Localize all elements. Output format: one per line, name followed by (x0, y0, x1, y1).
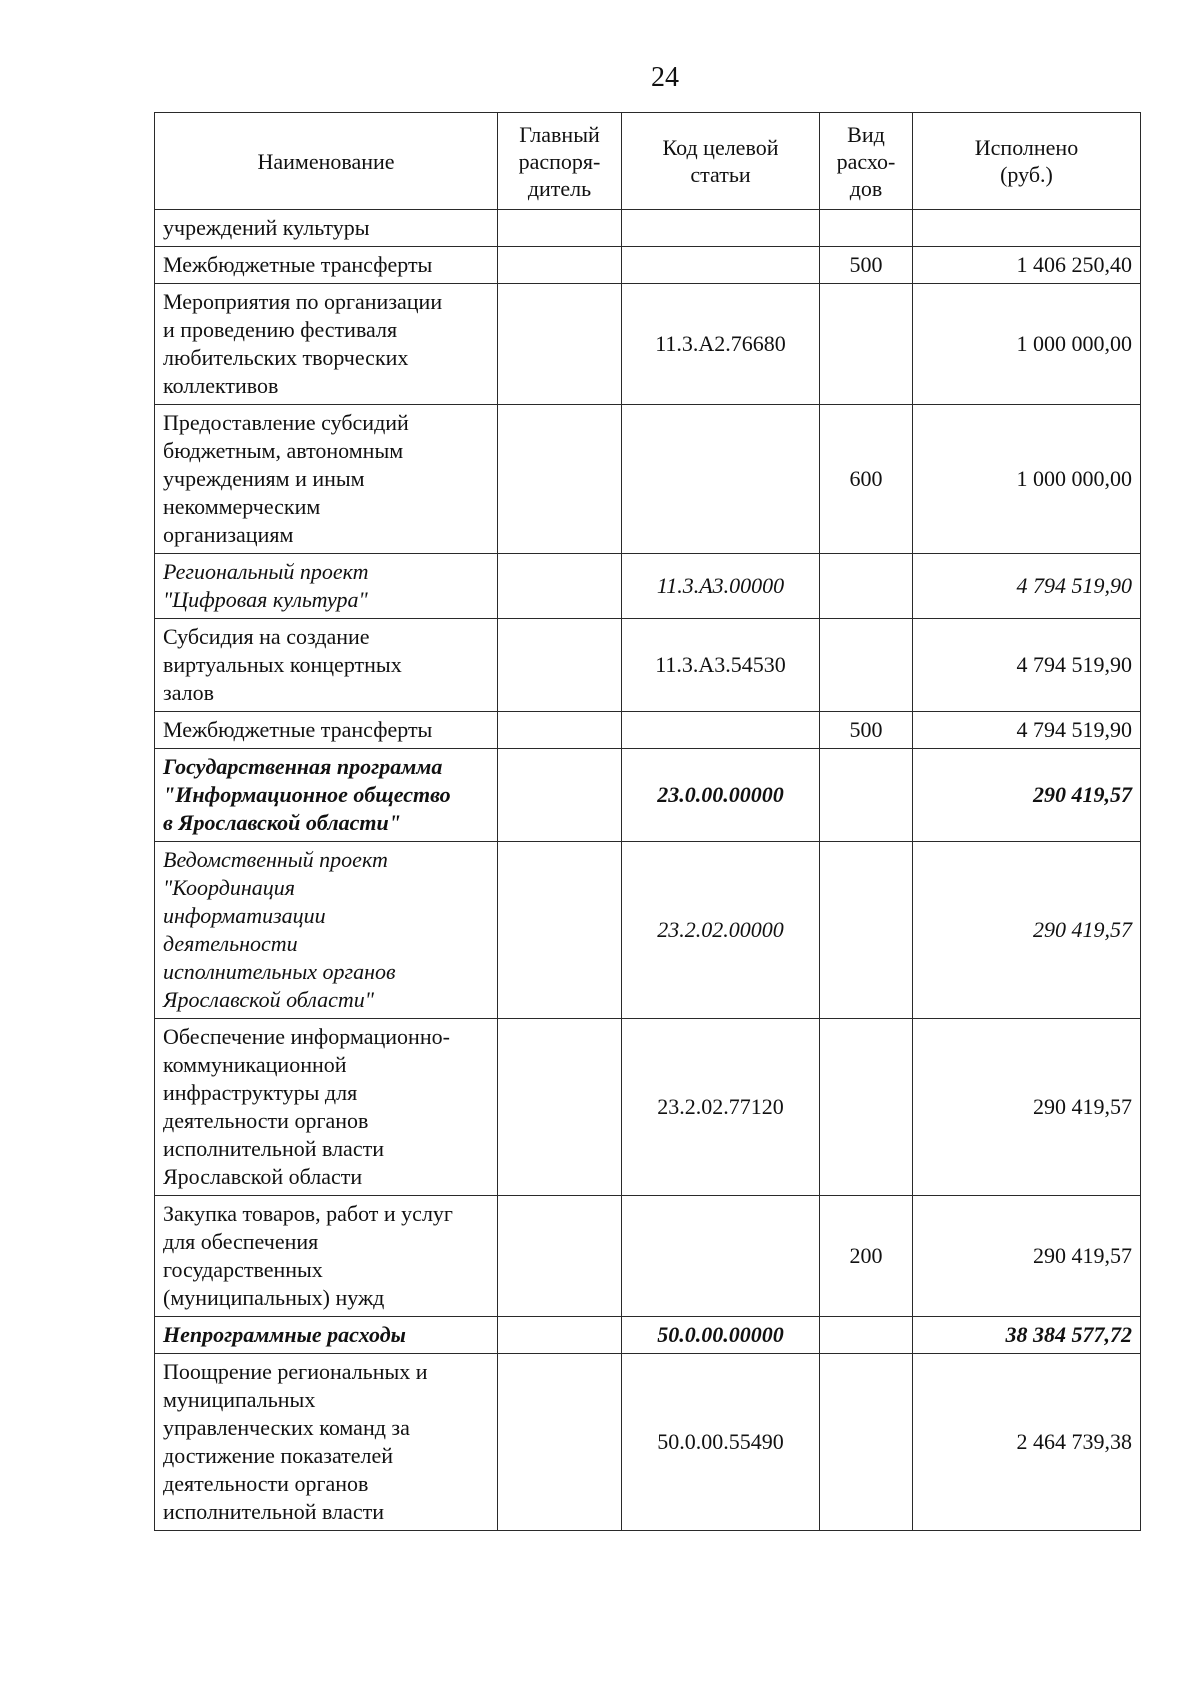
cell-main-manager (498, 405, 622, 554)
table-row (155, 1354, 1141, 1531)
table-row (155, 405, 1141, 554)
cell-name: Государственная программа "Информационное общество в Ярославской области" (155, 749, 498, 842)
cell-executed: 290 419,57 (913, 842, 1141, 1019)
cell-target-code: 23.0.00.00000 (622, 749, 820, 842)
table-row (155, 1196, 1141, 1317)
cell-name: Непрограммные расходы (155, 1317, 498, 1354)
cell-name: Межбюджетные трансферты (155, 712, 498, 749)
header-expense-type: Вид расхо- дов (820, 113, 913, 210)
cell-expense-type (820, 1354, 913, 1531)
table-row (155, 749, 1141, 842)
cell-target-code (622, 210, 820, 247)
cell-target-code: 11.3.А2.76680 (622, 284, 820, 405)
table-row (155, 1019, 1141, 1196)
cell-executed: 1 000 000,00 (913, 284, 1141, 405)
cell-name: Предоставление субсидий бюджетным, автономным учреждениям и иным некоммерческим организациям (155, 405, 498, 554)
cell-name: Обеспечение информационно- коммуникационной инфраструктуры для деятельности органов исполнительной власти Ярославской области (155, 1019, 498, 1196)
header-target-code: Код целевой статьи (622, 113, 820, 210)
cell-expense-type (820, 749, 913, 842)
cell-expense-type (820, 619, 913, 712)
cell-executed: 4 794 519,90 (913, 712, 1141, 749)
cell-target-code: 11.3.А3.00000 (622, 554, 820, 619)
cell-main-manager (498, 284, 622, 405)
cell-target-code: 23.2.02.77120 (622, 1019, 820, 1196)
cell-target-code: 50.0.00.55490 (622, 1354, 820, 1531)
cell-executed: 4 794 519,90 (913, 554, 1141, 619)
cell-main-manager (498, 1354, 622, 1531)
cell-executed: 2 464 739,38 (913, 1354, 1141, 1531)
cell-target-code (622, 247, 820, 284)
cell-expense-type (820, 842, 913, 1019)
page-number: 24 (651, 62, 679, 93)
table-row (155, 554, 1141, 619)
table-row (155, 1317, 1141, 1354)
cell-name: Межбюджетные трансферты (155, 247, 498, 284)
cell-name: Мероприятия по организации и проведению фестиваля любительских творческих коллективов (155, 284, 498, 405)
cell-executed: 290 419,57 (913, 749, 1141, 842)
cell-name: Региональный проект "Цифровая культура" (155, 554, 498, 619)
cell-main-manager (498, 1019, 622, 1196)
cell-main-manager (498, 554, 622, 619)
cell-main-manager (498, 210, 622, 247)
cell-executed: 4 794 519,90 (913, 619, 1141, 712)
cell-executed: 38 384 577,72 (913, 1317, 1141, 1354)
header-executed: Исполнено (руб.) (913, 113, 1141, 210)
cell-target-code: 23.2.02.00000 (622, 842, 820, 1019)
cell-executed: 1 406 250,40 (913, 247, 1141, 284)
cell-name: Закупка товаров, работ и услуг для обеспечения государственных (муниципальных) нужд (155, 1196, 498, 1317)
cell-name: учреждений культуры (155, 210, 498, 247)
cell-target-code (622, 712, 820, 749)
cell-name: Субсидия на создание виртуальных концертных залов (155, 619, 498, 712)
cell-expense-type: 200 (820, 1196, 913, 1317)
cell-expense-type (820, 1317, 913, 1354)
cell-executed (913, 210, 1141, 247)
cell-target-code: 50.0.00.00000 (622, 1317, 820, 1354)
cell-expense-type (820, 210, 913, 247)
cell-target-code: 11.3.А3.54530 (622, 619, 820, 712)
cell-expense-type: 500 (820, 247, 913, 284)
cell-main-manager (498, 619, 622, 712)
cell-expense-type (820, 284, 913, 405)
cell-expense-type (820, 554, 913, 619)
cell-target-code (622, 405, 820, 554)
cell-main-manager (498, 749, 622, 842)
cell-name: Ведомственный проект "Координация информатизации деятельности исполнительных органов Ярославской области" (155, 842, 498, 1019)
cell-main-manager (498, 247, 622, 284)
table-row (155, 619, 1141, 712)
table-row (155, 284, 1141, 405)
cell-target-code (622, 1196, 820, 1317)
cell-expense-type (820, 1019, 913, 1196)
header-name: Наименование (155, 113, 498, 210)
cell-executed: 1 000 000,00 (913, 405, 1141, 554)
table-header-row (155, 113, 1141, 210)
table-row (155, 210, 1141, 247)
cell-executed: 290 419,57 (913, 1196, 1141, 1317)
cell-expense-type: 600 (820, 405, 913, 554)
header-main-manager: Главный распоря- дитель (498, 113, 622, 210)
cell-name: Поощрение региональных и муниципальных управленческих команд за достижение показателей деятельности органов исполнительной власти (155, 1354, 498, 1531)
cell-executed: 290 419,57 (913, 1019, 1141, 1196)
cell-main-manager (498, 1196, 622, 1317)
cell-main-manager (498, 1317, 622, 1354)
table-body (155, 210, 1141, 1531)
table-row (155, 842, 1141, 1019)
table-row (155, 712, 1141, 749)
cell-main-manager (498, 712, 622, 749)
cell-expense-type: 500 (820, 712, 913, 749)
table-row (155, 247, 1141, 284)
cell-main-manager (498, 842, 622, 1019)
budget-table (154, 112, 1141, 1531)
